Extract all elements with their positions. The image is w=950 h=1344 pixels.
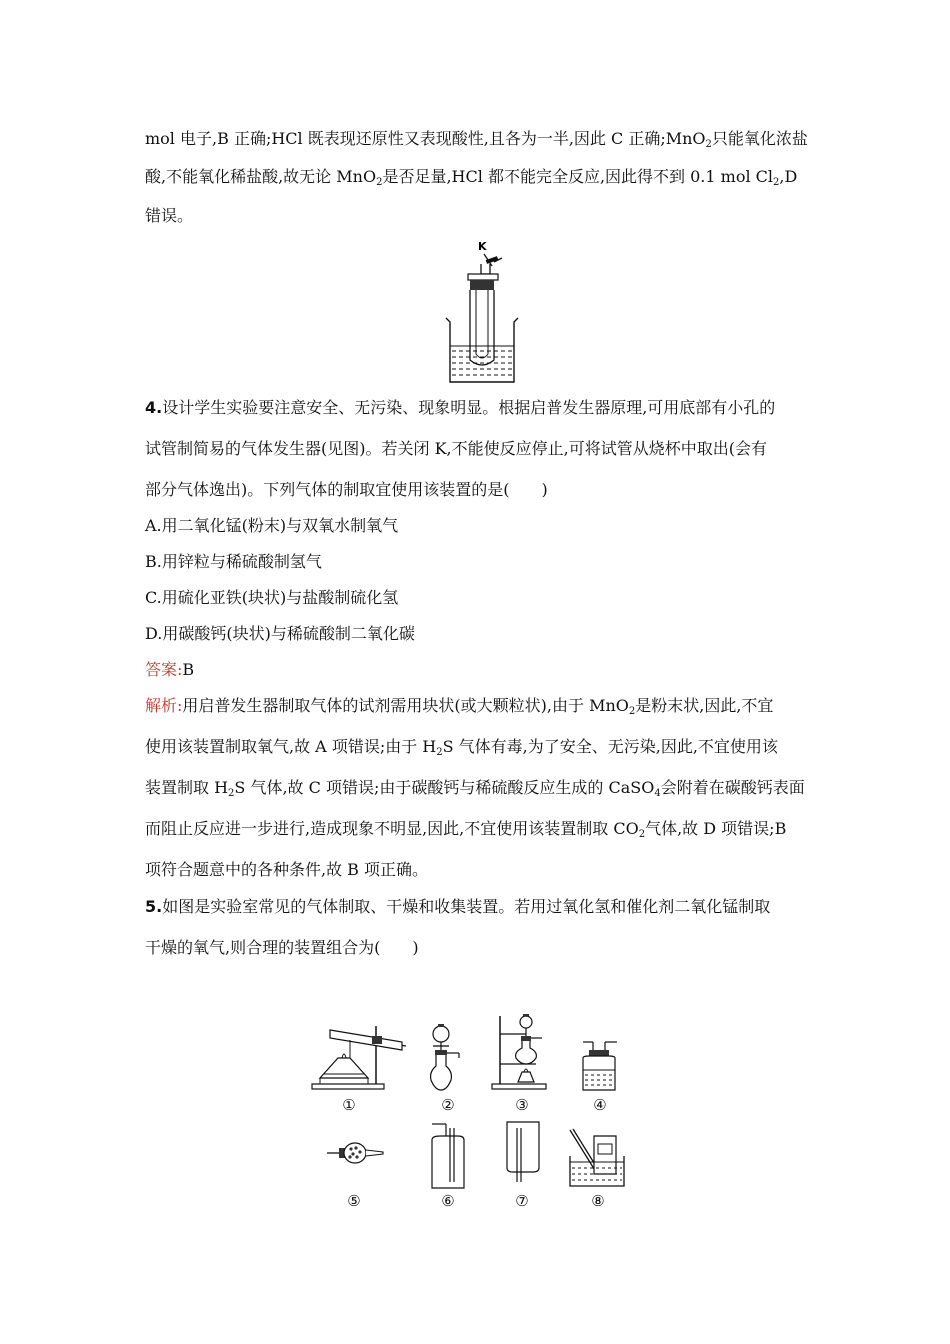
analysis-line-5: 项符合题意中的各种条件,故 B 项正确。 [145, 860, 429, 879]
apparatus-5-drying-tube [325, 1140, 385, 1166]
gas-generator-figure [440, 238, 520, 386]
label-3: ③ [515, 1096, 529, 1114]
label-6: ⑥ [441, 1192, 455, 1210]
analysis-line-3: 装置制取 $H_2S$ 气体,故 C 项错误;由于碳酸钙与稀硫酸反应生成的 CaSO$_4$会附着在碳酸钙表面 [145, 778, 805, 799]
label-5: ⑤ [347, 1192, 361, 1210]
answer-line [145, 659, 194, 681]
prev-answer-line-3: 错误。 [145, 206, 194, 225]
apparatus-8-water-trough [566, 1126, 628, 1190]
question-5-line-1: 5.如图是实验室常见的气体制取、干燥和收集装置。若用过氧化氢和催化剂二氧化锰制取 [145, 897, 771, 916]
valve-label: K [478, 240, 487, 253]
apparatus-1-heating [310, 1022, 410, 1092]
apparatus-3-heated-flask [490, 1012, 550, 1092]
answer-label: 答案: [145, 660, 183, 679]
option-d: D.用碳酸钙(块状)与稀硫酸制二氧化碳 [145, 624, 415, 643]
prev-answer-line-2: 酸,不能氧化稀盐酸,故无论 MnO$_2$是否足量,HCl 都不能完全反应,因此得不到 0.1 mol $Cl_2,D$ [145, 167, 798, 188]
apparatus-4-wash-bottle [575, 1040, 625, 1092]
label-1: ① [342, 1096, 356, 1114]
label-7: ⑦ [515, 1192, 529, 1210]
question-5-line-2: 干燥的氧气,则合理的装置组合为( ) [145, 938, 419, 957]
question-4-line-3: 部分气体逸出)。下列气体的制取宜使用该装置的是( ) [145, 480, 548, 499]
answer-value: B [182, 660, 195, 679]
label-2: ② [441, 1096, 455, 1114]
apparatus-2-flask-funnel [425, 1022, 465, 1092]
apparatus-6-gas-bottle [428, 1120, 468, 1190]
question-4-line-2: 试管制简易的气体发生器(见图)。若关闭 K,不能使反应停止,可将试管从烧杯中取出(会有 [145, 439, 767, 458]
apparatus-7-inverted-bottle [503, 1120, 543, 1186]
question-4-line-1: 4.设计学生实验要注意安全、无污染、现象明显。根据启普发生器原理,可用底部有小孔的 [145, 398, 776, 417]
prev-answer-line-1: mol 电子,B 正确;HCl 既表现还原性又表现酸性,且各为一半,因此 C 正确;MnO$_2$只能氧化浓盐 [145, 129, 808, 150]
label-8: ⑧ [591, 1192, 605, 1210]
analysis-line-4: 而阻止反应进一步进行,造成现象不明显,因此,不宜使用该装置制取 $CO_2$气体,故 D 项错误;B [145, 819, 787, 840]
label-4: ④ [593, 1096, 607, 1114]
analysis-line-1: 解析:用启普发生器制取气体的试剂需用块状(或大颗粒状),由于 MnO$_2$是粉末状,因此,不宜 [145, 696, 774, 717]
option-c: C.用硫化亚铁(块状)与盐酸制硫化氢 [145, 588, 399, 607]
analysis-line-2: 使用该装置制取氧气,故 A 项错误;由于 $H_2S$ 气体有毒,为了安全、无污染,因此,不宜使用该 [145, 737, 778, 758]
option-a: A.用二氧化锰(粉末)与双氧水制氧气 [145, 516, 399, 535]
analysis-label: 解析: [145, 696, 183, 715]
option-b: B.用锌粒与稀硫酸制氢气 [145, 552, 322, 571]
